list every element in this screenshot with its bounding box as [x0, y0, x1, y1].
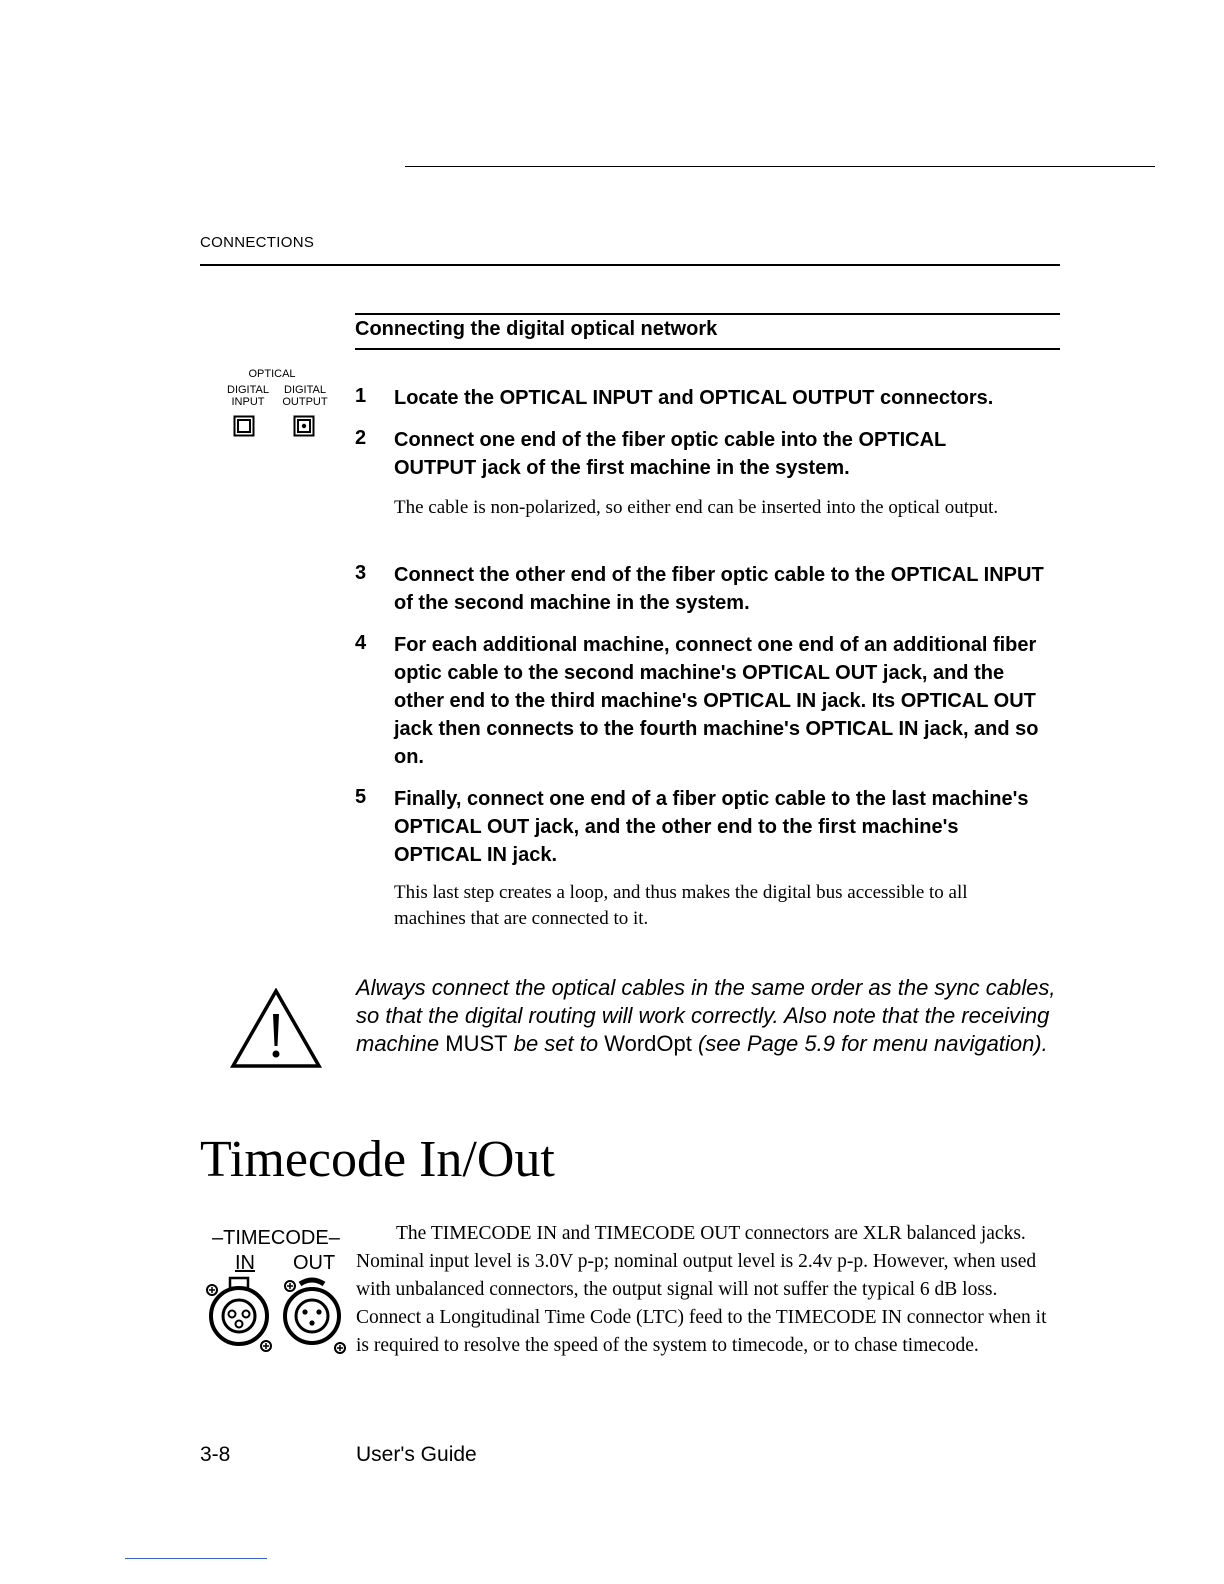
running-header: CONNECTIONS [200, 234, 315, 251]
optical-input-jack-icon [233, 415, 255, 437]
timecode-in-label: IN [235, 1252, 255, 1274]
optical-output-jack-icon [293, 415, 315, 437]
timecode-heading: Timecode In/Out [200, 1131, 555, 1188]
step-text: Locate the OPTICAL INPUT and OPTICAL OUTPUT connectors. [394, 387, 994, 409]
digital-output-label: DIGITAL OUTPUT [282, 384, 328, 408]
step-text: For each additional machine, connect one end of an additional fiber optic cable to the second machine's OPTICAL OUT jack, and the other end to the third machine's OPTICAL IN jack. Its OPTICAL OUT jack then connects to the fourth machine's OPTICAL IN jack, and so on. [394, 634, 1039, 768]
step-number: 2 [355, 427, 367, 449]
step-note: The cable is non-polarized, so either end can be inserted into the optical output. [394, 497, 999, 518]
step-text: Connect one end of the fiber optic cable into the OPTICAL OUTPUT jack of the first machine in the system. [394, 429, 946, 479]
step-text: Finally, connect one end of a fiber optic cable to the last machine's OPTICAL OUT jack, and the other end to the first machine's OPTICAL IN jack. [394, 788, 1029, 866]
warning-note: Always connect the optical cables in the same order as the sync cables, so that the digital routing will work correctly. Also note that the receiving machine MUST be set to WordOpt (see Page 5.9 for menu navigation). [356, 975, 1056, 1056]
section-top-rule [355, 313, 1060, 315]
timecode-diagram-label: –TIMECODE– [212, 1227, 340, 1249]
section-title: Connecting the digital optical network [355, 318, 718, 340]
digital-input-label: DIGITAL INPUT [227, 384, 269, 408]
timecode-connector-diagram [200, 1222, 350, 1362]
warning-icon [230, 988, 322, 1070]
step-number: 5 [355, 786, 367, 808]
header-rule [200, 264, 1060, 266]
optical-label: OPTICAL [248, 368, 296, 380]
step-text: Connect the other end of the fiber optic cable to the OPTICAL INPUT of the second machine in the system. [394, 564, 1044, 614]
step-number: 4 [355, 632, 367, 654]
book-title: User's Guide [356, 1443, 477, 1466]
step-number: 3 [355, 562, 367, 584]
xlr-out-jack-icon [278, 1274, 348, 1354]
step-number: 1 [355, 385, 367, 407]
top-rule [405, 166, 1155, 167]
bottom-edge-rule [125, 1558, 267, 1559]
section-bottom-rule [355, 348, 1060, 350]
timecode-description: The TIMECODE IN and TIMECODE OUT connectors are XLR balanced jacks. Nominal input level is 3.0V p-p; nominal output level is 2.4v p-p. However, when used with unbalanced connectors, the output signal will not suffer the typical 6 dB loss. Connect a Longitudinal Time Code (LTC) feed to the TIMECODE IN connector when it is required to resolve the speed of the system to timecode, or to chase timecode. [356, 1223, 1047, 1356]
timecode-out-label: OUT [293, 1252, 336, 1274]
step-note: This last step creates a loop, and thus makes the digital bus accessible to all machines that are connected to it. [394, 882, 968, 929]
optical-connector-diagram [214, 368, 342, 443]
page-number: 3-8 [200, 1443, 231, 1466]
xlr-in-jack-icon [202, 1274, 276, 1354]
